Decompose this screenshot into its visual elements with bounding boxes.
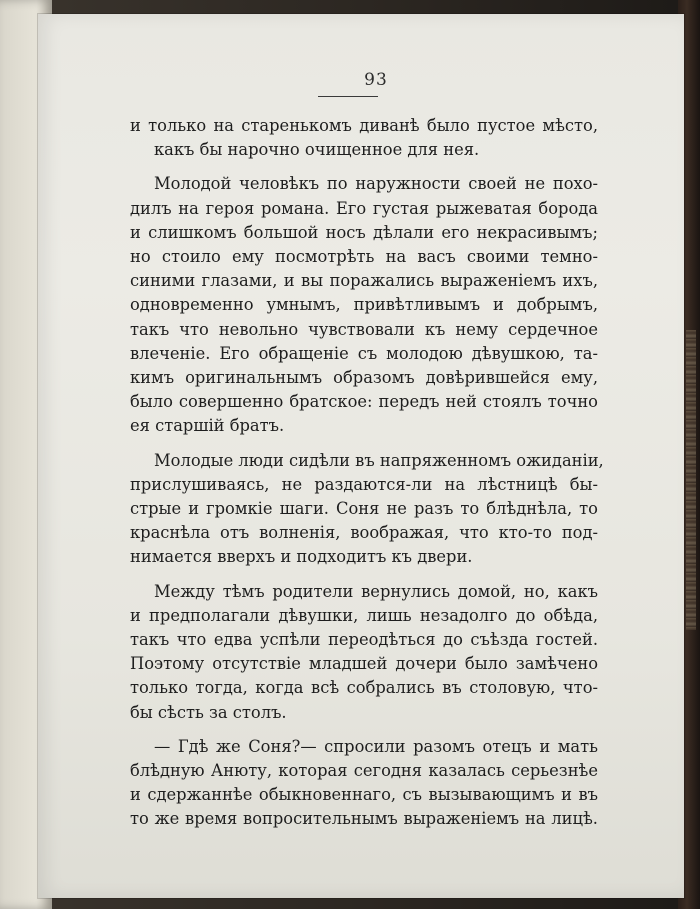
text-line: — Гдѣ же Соня?— спросили разомъ отецъ и мать bbox=[154, 736, 598, 756]
text-line: бы сѣсть за столъ. bbox=[130, 702, 287, 722]
text-line: Поэтому отсутствіе младшей дочери было замѣчено bbox=[130, 654, 598, 674]
text-line: синими глазами, и вы поражались выраженіемъ ихъ, bbox=[130, 271, 598, 291]
text-line: и слишкомъ большой носъ дѣлали его некрасивымъ; bbox=[130, 222, 598, 242]
spine-fray-texture bbox=[686, 330, 696, 630]
text-line: и сдержаннѣе обыкновеннаго, съ вызывающимъ и въ bbox=[130, 785, 598, 805]
text-line: Между тѣмъ родители вернулись домой, но, какъ bbox=[154, 581, 598, 601]
text-line: стрые и громкіе шаги. Соня не разъ то блѣднѣла, то bbox=[130, 499, 598, 519]
paragraph bbox=[130, 735, 598, 832]
text-line: одновременно умнымъ, привѣтливымъ и добрымъ, bbox=[130, 295, 598, 315]
paragraph bbox=[130, 114, 598, 162]
text-line: ея старшій братъ. bbox=[130, 416, 285, 436]
left-page-text-edge bbox=[6, 420, 30, 840]
paragraph bbox=[130, 172, 598, 438]
text-line: кимъ оригинальнымъ образомъ довѣрившейся ему, bbox=[130, 368, 598, 388]
text-line: дилъ на героя романа. Его густая рыжеватая борода bbox=[130, 198, 598, 218]
text-line: но стоило ему посмотрѣть на васъ своими темно- bbox=[130, 247, 598, 267]
text-line: то же время вопросительнымъ выраженіемъ на лицѣ. bbox=[130, 809, 598, 829]
text-line: влеченіе. Его обращеніе съ молодою дѣвушкою, та- bbox=[130, 343, 598, 363]
text-line: и только на старенькомъ диванѣ было пустое мѣсто, bbox=[130, 116, 598, 135]
text-line: блѣдную Анюту, которая сегодня казалась серьезнѣе bbox=[130, 761, 598, 781]
text-line: какъ бы нарочно очищенное для нея. bbox=[154, 140, 480, 160]
text-line: Молодой человѣкъ по наружности своей не похо- bbox=[154, 174, 598, 194]
left-page-text-edge bbox=[6, 60, 30, 370]
paragraph bbox=[130, 580, 598, 725]
book-page bbox=[38, 14, 684, 898]
text-line: только тогда, когда всѣ собрались въ столовую, что- bbox=[130, 678, 598, 698]
text-line: такъ что невольно чувствовали къ нему сердечное bbox=[130, 319, 598, 339]
page-number-rule bbox=[318, 96, 378, 97]
page-number: 93 bbox=[364, 70, 388, 90]
paragraph bbox=[130, 449, 604, 570]
text-line: прислушиваясь, не раздаются-ли на лѣстницѣ бы- bbox=[130, 474, 598, 494]
text-line: краснѣла отъ волненія, воображая, что кто-то под- bbox=[130, 523, 598, 543]
text-line: нимается вверхъ и подходитъ къ двери. bbox=[130, 547, 473, 567]
text-line: и предполагали дѣвушки, лишь незадолго до обѣда, bbox=[130, 605, 598, 625]
text-line: было совершенно братское: передъ ней стоялъ точно bbox=[130, 392, 598, 412]
text-line: такъ что едва успѣли переодѣться до съѣзда гостей. bbox=[130, 630, 598, 650]
page-text bbox=[130, 114, 604, 842]
text-line: Молодые люди сидѣли въ напряженномъ ожиданіи, bbox=[154, 450, 604, 470]
